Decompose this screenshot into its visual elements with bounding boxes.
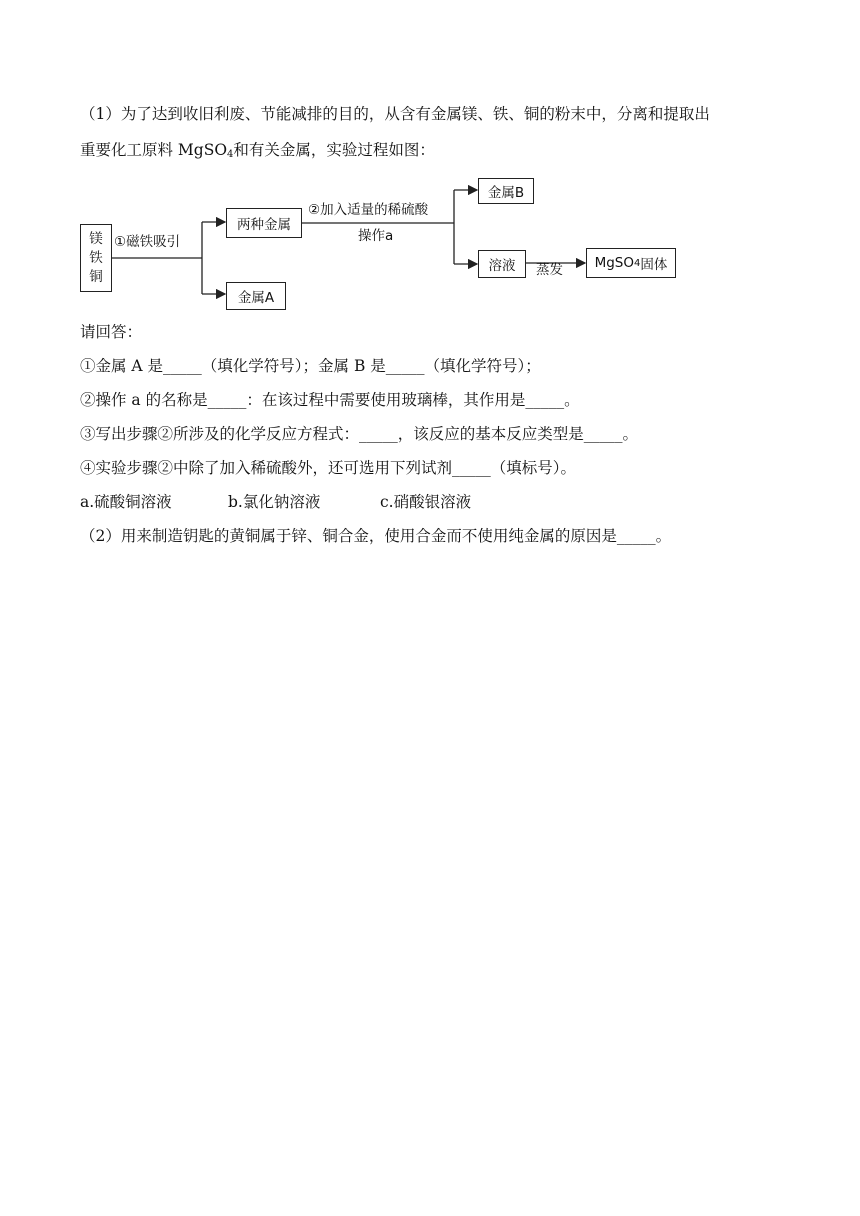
box-metal-b: 金属B xyxy=(478,178,534,204)
question-operation-a: ②操作 a 的名称是_____：在该过程中需要使用玻璃棒，其作用是_____。 xyxy=(80,391,580,409)
solid-subscript: 4 xyxy=(634,257,641,269)
step1-label: ①磁铁吸引 xyxy=(114,234,181,250)
option-b: b.氯化钠溶液 xyxy=(228,493,321,511)
box-two-metals: 两种金属 xyxy=(226,208,302,238)
q1-intro-subscript: 4 xyxy=(227,149,234,160)
box-start-mixture xyxy=(80,224,112,292)
start-char: 铜 xyxy=(89,268,103,285)
start-char: 镁 xyxy=(89,230,103,247)
questions-prompt: 请回答： xyxy=(80,323,143,341)
document-page xyxy=(80,0,780,1216)
evaporate-label: 蒸发 xyxy=(536,262,563,278)
q1-intro-line2 xyxy=(80,140,435,165)
question-metal-ab: ①金属 A 是_____（填化学符号）；金属 B 是_____（填化学符号）； xyxy=(80,357,541,375)
option-c: c.硝酸银溶液 xyxy=(380,493,472,511)
solid-text: MgSO xyxy=(594,255,635,271)
q1-intro-line1: （1）为了达到收旧利废、节能减排的目的，从含有金属镁、铁、铜的粉末中，分离和提取出 xyxy=(80,105,710,123)
box-metal-a: 金属A xyxy=(226,282,286,310)
operation-label: 操作a xyxy=(358,228,394,244)
start-char: 铁 xyxy=(89,249,103,266)
reagent-options xyxy=(80,492,471,512)
q1-intro-text-post: 和有关金属，实验过程如图： xyxy=(233,141,435,159)
step2-label: ②加入适量的稀硫酸 xyxy=(308,202,429,218)
question-equation: ③写出步骤②所涉及的化学反应方程式：_____，该反应的基本反应类型是_____。 xyxy=(80,425,639,443)
flow-diagram xyxy=(80,176,700,316)
q1-intro-text: 重要化工原料 MgSO xyxy=(80,141,228,159)
question-reagent: ④实验步骤②中除了加入稀硫酸外，还可选用下列试剂_____（填标号）。 xyxy=(80,459,577,477)
solid-text-post: 固体 xyxy=(640,257,668,273)
q2-text: （2）用来制造钥匙的黄铜属于锌、铜合金，使用合金而不使用纯金属的原因是_____。 xyxy=(80,527,672,545)
box-mgso4-solid xyxy=(586,248,676,278)
box-solution: 溶液 xyxy=(478,250,526,278)
option-a: a.硫酸铜溶液 xyxy=(80,493,172,511)
